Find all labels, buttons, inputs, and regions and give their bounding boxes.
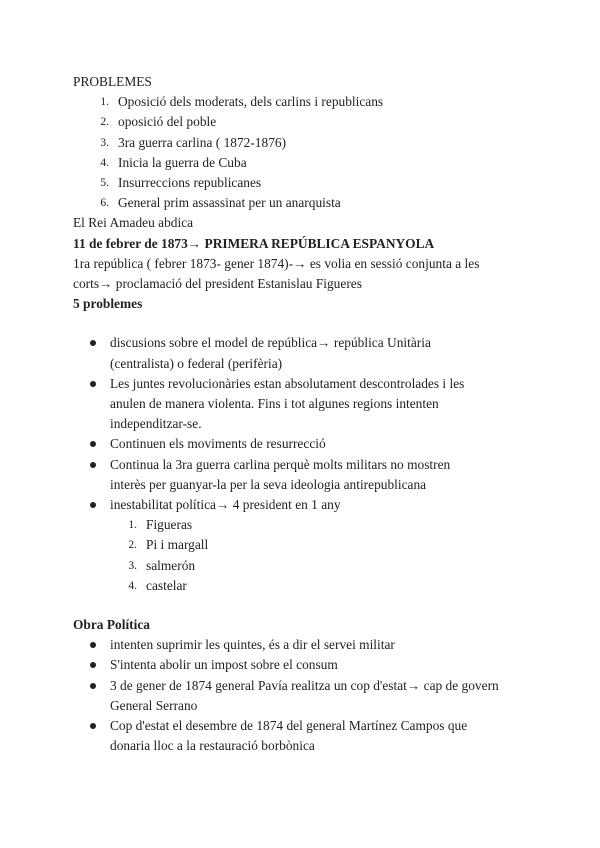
bullet-text-line: anulen de manera violenta. Fins i tot algunes regions intenten [110, 396, 439, 412]
presidents-list [73, 515, 543, 596]
republic-description-line: 1ra república ( febrer 1873- gener 1874)-→ es volia en sessió conjunta a les [73, 255, 480, 271]
bullet-text-line: inestabilitat política→ 4 president en 1 any [110, 497, 341, 513]
republic-heading: 11 de febrer de 1873→ PRIMERA REPÚBLICA ESPANYOLA [73, 235, 435, 251]
list-item-text: castelar [146, 577, 187, 593]
bullet-item [73, 676, 543, 716]
bullet-icon [90, 462, 96, 468]
obra-politica-heading: Obra Política [73, 617, 150, 633]
bullet-text-line: intenten suprimir les quintes, és a dir el servei militar [110, 637, 395, 653]
list-item-text: salmerón [146, 557, 196, 573]
bullet-text-line: Continua la 3ra guerra carlina perquè molts militars no mostren [110, 456, 451, 472]
bullet-item [73, 455, 543, 495]
list-item-text: Pi i margall [146, 537, 209, 553]
bullet-text-line: Les juntes revolucionàries estan absolutament descontrolades i les [110, 375, 465, 391]
problems-list [73, 92, 543, 213]
list-number: 2. [100, 116, 109, 129]
list-item [73, 92, 543, 112]
list-item [73, 515, 543, 535]
list-number: 4. [128, 579, 137, 592]
list-number: 3. [128, 559, 137, 572]
list-item-text: General prim assassinat per un anarquista [118, 195, 341, 211]
list-item-text: Inicia la guerra de Cuba [118, 154, 247, 170]
list-item [73, 576, 543, 596]
bullet-icon [90, 642, 96, 648]
list-item-text: Insurreccions republicanes [118, 175, 262, 191]
bullet-text-line: interès per guanyar-la per la seva ideologia antirepublicana [110, 476, 427, 492]
bullet-icon [90, 723, 96, 729]
bullet-item [73, 716, 543, 756]
list-number: 6. [100, 197, 109, 210]
bullet-item [73, 434, 543, 454]
list-number: 1. [100, 96, 109, 109]
bullet-text-line: 3 de gener de 1874 general Pavía realitza un cop d'estat→ cap de govern [110, 677, 499, 693]
bullet-icon [90, 441, 96, 447]
problems-heading: PROBLEMES [73, 74, 152, 89]
bullet-icon [90, 683, 96, 689]
five-problems-heading: 5 problemes [73, 296, 143, 312]
obra-bullet-list [73, 635, 543, 756]
list-number: 4. [100, 156, 109, 169]
list-item-text: 3ra guerra carlina ( 1872-1876) [118, 134, 287, 150]
list-number: 5. [100, 177, 109, 190]
bullet-icon [90, 340, 96, 346]
bullet-text-line: Continuen els moviments de resurrecció [110, 436, 326, 452]
list-item [73, 535, 543, 555]
list-item [73, 193, 543, 213]
list-item-text: Figueras [146, 517, 193, 533]
bullet-text-line: discusions sobre el model de república→ república Unitària [110, 335, 431, 351]
bullet-icon [90, 502, 96, 508]
bullet-item [73, 635, 543, 655]
bullet-text-line: donaria lloc a la restauració borbònica [110, 738, 315, 754]
bullet-item [73, 374, 543, 435]
list-item [73, 133, 543, 153]
document-page [73, 72, 543, 757]
list-item [73, 153, 543, 173]
problems-bullet-list [73, 333, 543, 515]
bullet-text-line: S'intenta abolir un impost sobre el consum [110, 657, 338, 673]
list-number: 2. [128, 539, 137, 552]
bullet-text-line: General Serrano [110, 697, 198, 713]
list-item-text: Oposició dels moderats, dels carlins i republicans [118, 94, 384, 110]
list-number: 1. [128, 519, 137, 532]
list-item-text: oposició del poble [118, 114, 217, 130]
bullet-item [73, 655, 543, 675]
bullet-item [73, 495, 543, 515]
bullet-text-line: (centralista) o federal (perifèria) [110, 355, 283, 371]
list-item [73, 173, 543, 193]
list-item [73, 112, 543, 132]
bullet-text-line: Cop d'estat el desembre de 1874 del general Martínez Campos que [110, 718, 468, 734]
bullet-item [73, 333, 543, 373]
republic-description-line: corts→ proclamació del president Estanislau Figueres [73, 276, 362, 292]
list-item [73, 556, 543, 576]
bullet-icon [90, 662, 96, 668]
bullet-icon [90, 381, 96, 387]
list-number: 3. [100, 136, 109, 149]
abdication-text: El Rei Amadeu abdica [73, 215, 194, 231]
bullet-text-line: independitzar-se. [110, 416, 202, 432]
